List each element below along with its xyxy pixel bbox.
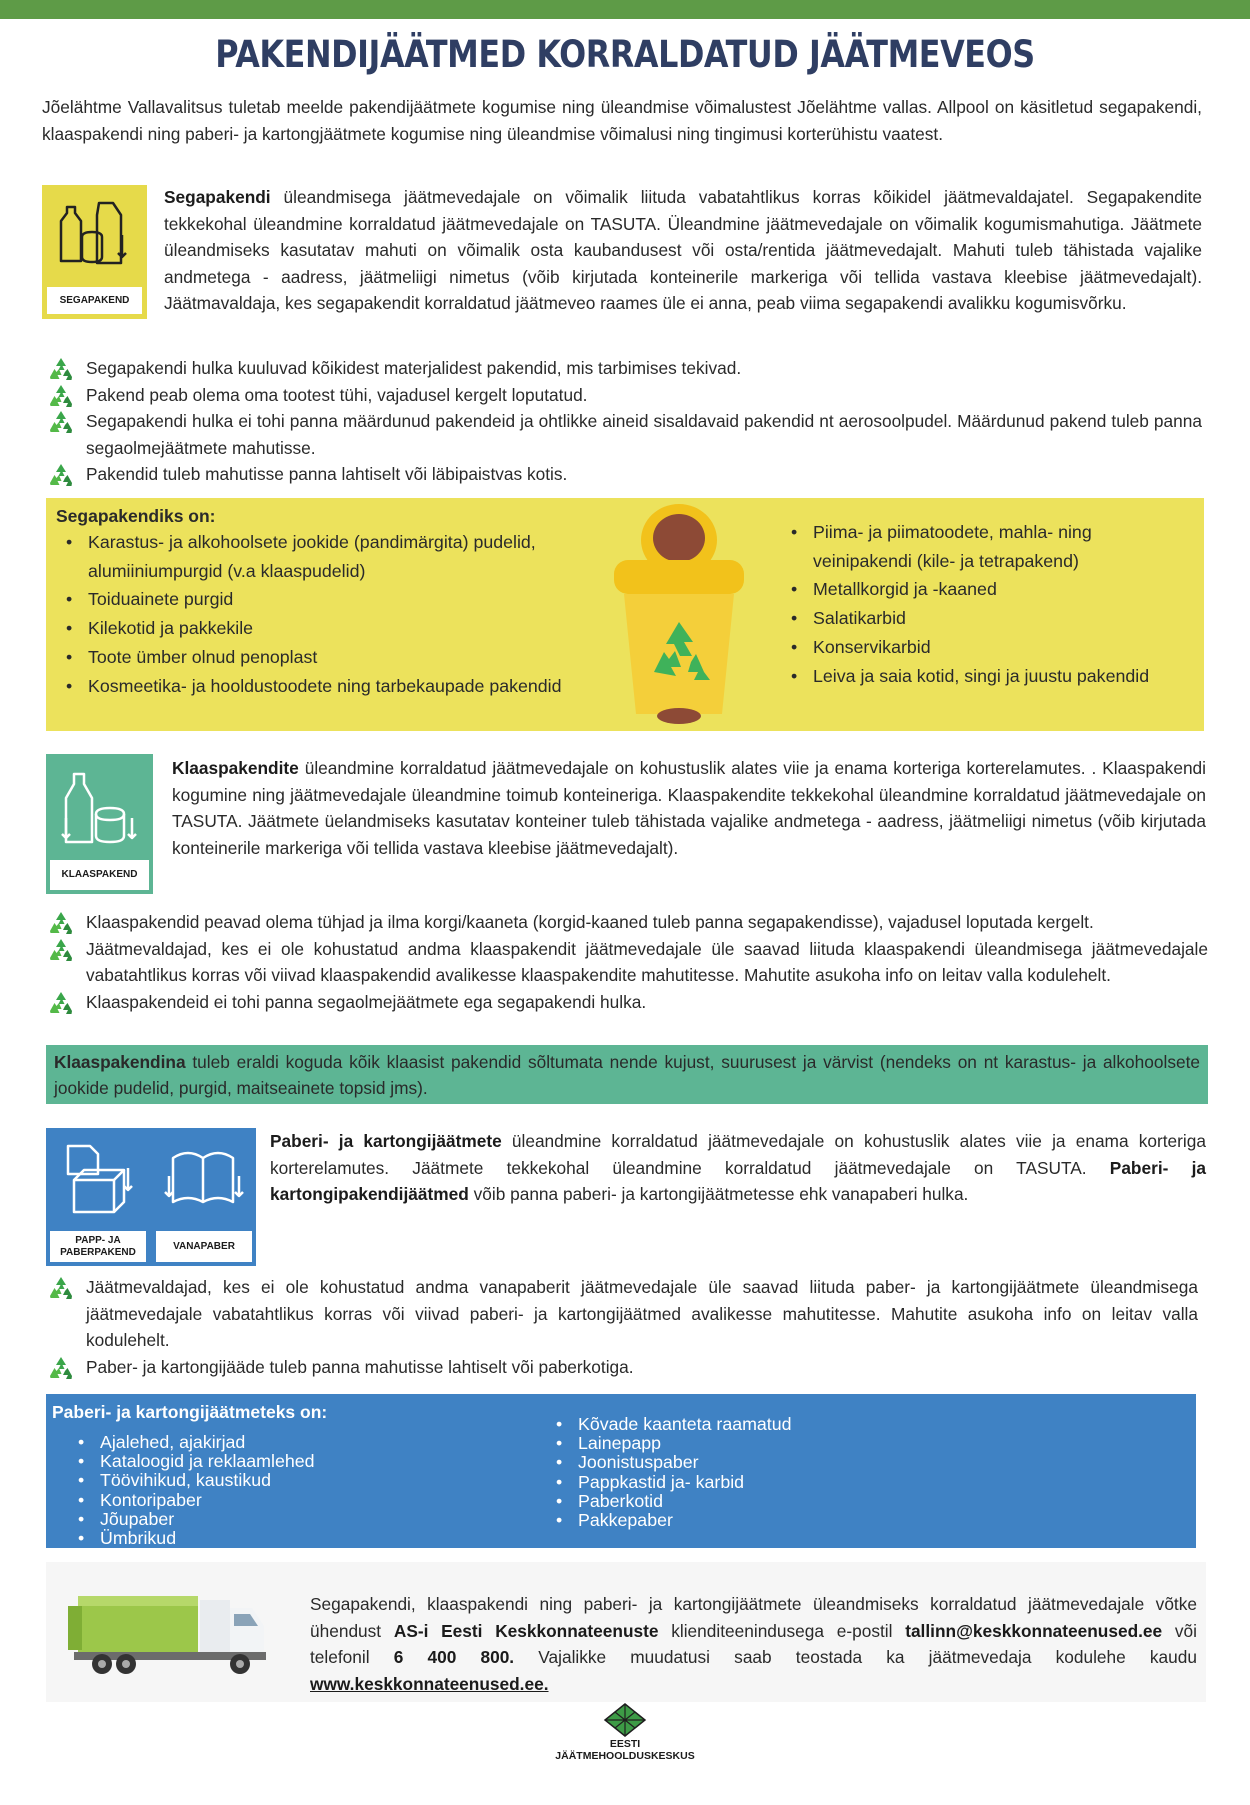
segapakend-paragraph	[164, 184, 1202, 317]
recycle-icon	[46, 408, 76, 438]
paber-lead-bold: Paberi- ja kartongijäätmete	[270, 1131, 502, 1151]
list-item: • Pappkastid ja- karbid	[546, 1473, 946, 1492]
paber-items-box	[46, 1394, 1196, 1548]
paber-box-title: Paberi- ja kartongijäätmeteks on:	[52, 1402, 328, 1422]
segapakend-lead-bold: Segapakendi	[164, 187, 271, 207]
klaaspakend-rule: Jäätmevaldajad, kes ei ole kohustatud andma klaaspakendit jäätmevedajale üle saavad liituda klaaspakendi üleandmisega jäätmevedajale vabatahtlikus korras või viivad klaaspakendid avalikesse klaaspakendite mahutitesse. Mahutite asukoha info on leitav valla kodulehelt.	[46, 936, 1208, 989]
logo-line-2: JÄÄTMEHOOLDUSKESKUS	[555, 1750, 695, 1762]
garbage-truck-icon	[60, 1578, 280, 1688]
list-item: • Toiduainete purgid	[56, 585, 626, 614]
page-title: PAKENDIJÄÄTMED KORRALDATUD JÄÄTMEVEOS	[215, 33, 1035, 76]
contact-phone: 6 400 800.	[393, 1647, 515, 1667]
paber-rule: Paber- ja kartongijääde tuleb panna mahutisse lahtiselt või paberkotiga.	[46, 1354, 1198, 1381]
recycle-icon	[46, 355, 76, 385]
website-link[interactable]: www.keskkonnateenused.ee.	[310, 1673, 549, 1694]
recycling-bin-icon	[604, 502, 754, 727]
klaaspakend-rule: Klaaspakendid peavad olema tühjad ja ilma korgi/kaaneta (korgid-kaaned tuleb panna segapakendisse), vajadusel loputada kergelt.	[46, 909, 1208, 936]
recycle-icon	[46, 1354, 76, 1384]
list-item: • Piima- ja piimatoodete, mahla- ning veinipakendi (kile- ja tetrapakend)	[781, 518, 1181, 575]
list-item: • Kosmeetika- ja hooldustoodete ning tarbekaupade pakendid	[56, 672, 626, 701]
klaaspakend-info-box	[46, 1045, 1208, 1104]
paper-box-icon	[46, 1128, 151, 1228]
klaaspakend-rule: Klaaspakendeid ei tohi panna segaolmejäätmete ega segapakendi hulka.	[46, 989, 1208, 1016]
list-item: • Ümbrikud	[68, 1529, 468, 1548]
segapakend-rule: Pakendid tuleb mahutisse panna lahtiselt või läbipaistvas kotis.	[46, 461, 1202, 488]
bottles-icon	[42, 185, 147, 285]
list-item: • Salatikarbid	[781, 604, 1181, 633]
recycle-icon	[46, 461, 76, 491]
newspaper-icon	[151, 1128, 256, 1228]
contact-email[interactable]: tallinn@keskkonnateenused.ee	[905, 1620, 1163, 1641]
paber-lead-text-2: võib panna paberi- ja kartongijäätmetesse ehk vanapaberi hulka.	[468, 1184, 969, 1204]
segapakend-rules-list	[46, 355, 1202, 488]
jaatmehoolduskeskus-logo-icon	[603, 1703, 647, 1737]
list-item: • Pakkepaber	[546, 1511, 946, 1530]
list-item: • Kõvade kaanteta raamatud	[546, 1415, 946, 1434]
list-item: • Karastus- ja alkohoolsete jookide (pandimärgita) pudelid, alumiiniumpurgid (v.a klaaspudelid)	[56, 528, 626, 585]
segapakend-tile	[42, 185, 147, 319]
segapakend-rule: Segapakendi hulka ei tohi panna määrdunud pakendeid ja ohtlikke aineid sisaldavaid pakendid nt aerosoolpudel. Määrdunud pakend tuleb panna segaolmejäätmete mahutisse.	[46, 408, 1202, 461]
klaaspakend-tile-label: KLAASPAKEND	[50, 860, 149, 890]
list-item: • Kataloogid ja reklaamlehed	[68, 1452, 468, 1471]
segapakend-box-title: Segapakendiks on:	[56, 506, 216, 526]
list-item: • Konservikarbid	[781, 633, 1181, 662]
klaaspakend-lead-bold: Klaaspakendite	[172, 758, 299, 778]
segapakend-tile-label: SEGAPAKEND	[47, 287, 142, 314]
segapakend-items-right	[781, 518, 1181, 690]
paber-tile-label-1: PAPP- JA PABERPAKEND	[50, 1231, 146, 1262]
klaaspakend-box-text: tuleb eraldi koguda kõik klaasist pakendid sõltumata nende kujust, suurusest ja värvist (nendeks on nt karastus- ja alkohoolsete jookide pudelid, purgid, maitseainete topsid jms).	[54, 1052, 1200, 1098]
list-item: • Toote ümber olnud penoplast	[56, 643, 626, 672]
company-name: AS-i Eesti Keskkonnateenuste	[393, 1620, 659, 1641]
list-item: • Leiva ja saia kotid, singi ja juustu pakendid	[781, 662, 1181, 691]
paber-items-right	[546, 1415, 946, 1530]
glass-bottle-icon	[46, 754, 153, 859]
klaaspakend-lead-text: üleandmine korraldatud jäätmevedajale on kohustuslik alates viie ja enama korteriga korterelamutes. . Klaaspakendi kogumine ning jäätmevedajale üleandmine toimub konteineriga. Klaaspakendite tekkekohal üleandmine korraldatud jäätmevedajale on TASUTA. Jäätmete üelandmiseks kasutatav konteiner tuleb tähistada vajalike andmetega - aadress, jäätmeliigi nimetus (võib kirjutada konteinerile markeriga või tellida vastava kleebise jäätmevedajalt).	[172, 758, 1206, 858]
list-item: • Kontoripaber	[68, 1491, 468, 1510]
paber-paragraph	[270, 1128, 1206, 1208]
paber-rule: Jäätmevaldajad, kes ei ole kohustatud andma vanapaberit jäätmevedajale üle saavad liituda paber- ja kartongijäätmete üleandmisega jäätmevedajale vabatahtlikus korras või viivad paberi- ja kartongijäätmed avalikesse mahutitesse. Mahutite asukoha info on leitav valla kodulehelt.	[46, 1274, 1198, 1354]
list-item: • Töövihikud, kaustikud	[68, 1471, 468, 1490]
paber-lead-text: üleandmine korraldatud jäätmevedajale on kohustuslik alates viie ja enama korteriga korterelamutes. Jäätmete tekkekohal üleandmine korraldatud jäätmevedajale on TASUTA.	[270, 1131, 1206, 1178]
klaaspakend-rules-list	[46, 909, 1208, 1015]
klaaspakend-box-bold: Klaaspakendina	[54, 1052, 186, 1072]
recycle-icon	[46, 936, 76, 966]
intro-paragraph: Jõelähtme Vallavalitsus tuletab meelde pakendijäätmete kogumise ning üleandmise võimalustest Jõelähtme vallas. Allpool on käsitletud segapakendi, klaaspakendi ning paberi- ja kartongjäätmete kogumise ning üleandmise võimalusi ning tingimusi korterühistu vaatest.	[42, 97, 1202, 144]
paber-tile	[46, 1128, 256, 1266]
paber-rules-list	[46, 1274, 1198, 1380]
segapakend-rule: Segapakendi hulka kuuluvad kõikidest materjalidest pakendid, mis tarbimises tekivad.	[46, 355, 1202, 382]
segapakend-items-box	[46, 498, 1204, 731]
segapakend-lead-text: üleandmisega jäätmevedajale on võimalik liituda vabatahtlikus korras kõikidel jäätmevaldajatel. Segapakendite tekkekohal üleandmine korraldatud jäätmevedajale on TASUTA. Üleandmine jäätmevedajale on võimalik kogumismahutiga. Jäätmete üleandmiseks kasutatav mahuti on võimalik osta kaubandusest või osta/rentida jäätmevedajalt. Mahuti tuleb tähistada vajalike andmetega - aadress, jäätmeliigi nimetus (võib kirjutada konteinerile markeriga või tellida vastava kleebise jäätmevedajalt). Jäätmavaldaja, kes segapakendit korraldatud jäätmeveo raames üle ei anna, peab viima segapakendi avalikku kogumisvõrku.	[164, 187, 1202, 313]
paber-tile-label-2: VANAPABER	[156, 1231, 252, 1262]
paber-items-left	[68, 1433, 468, 1548]
recycle-icon	[46, 989, 76, 1019]
list-item: • Jõupaber	[68, 1510, 468, 1529]
recycle-icon	[46, 1274, 76, 1304]
klaaspakend-tile	[46, 754, 153, 894]
list-item: • Metallkorgid ja -kaaned	[781, 575, 1181, 604]
top-accent-bar	[0, 0, 1250, 19]
list-item: • Lainepapp	[546, 1434, 946, 1453]
contact-paragraph: Segapakendi, klaaspakendi ning paberi- ja kartongijäätmete üleandmiseks korraldatud jäätmevedajale võtke ühendust AS-i Eesti Keskkonnateenuste klienditeenindusega e-postil tallinn@keskkonnateenused.ee või telefonil 6 400 800. Vajalikke muudatusi saab teostada ka jäätmevedaja kodulehe kaudu www.keskkonnateenused.ee.	[310, 1594, 1197, 1694]
recycle-icon	[46, 382, 76, 412]
segapakend-items-left	[56, 528, 626, 700]
segapakend-rule: Pakend peab olema oma tootest tühi, vajadusel kergelt loputatud.	[46, 382, 1202, 409]
list-item: • Paberkotid	[546, 1492, 946, 1511]
logo-line-1: EESTI	[609, 1738, 641, 1750]
list-item: • Kilekotid ja pakkekile	[56, 614, 626, 643]
recycle-icon	[46, 909, 76, 939]
paber-lead-bold-2: Paberi- ja kartongipakendijäätmed	[270, 1157, 1206, 1204]
list-item: • Ajalehed, ajakirjad	[68, 1433, 468, 1452]
list-item: • Joonistuspaber	[546, 1453, 946, 1472]
footer-logo-text	[500, 1738, 750, 1762]
klaaspakend-paragraph	[172, 755, 1206, 861]
